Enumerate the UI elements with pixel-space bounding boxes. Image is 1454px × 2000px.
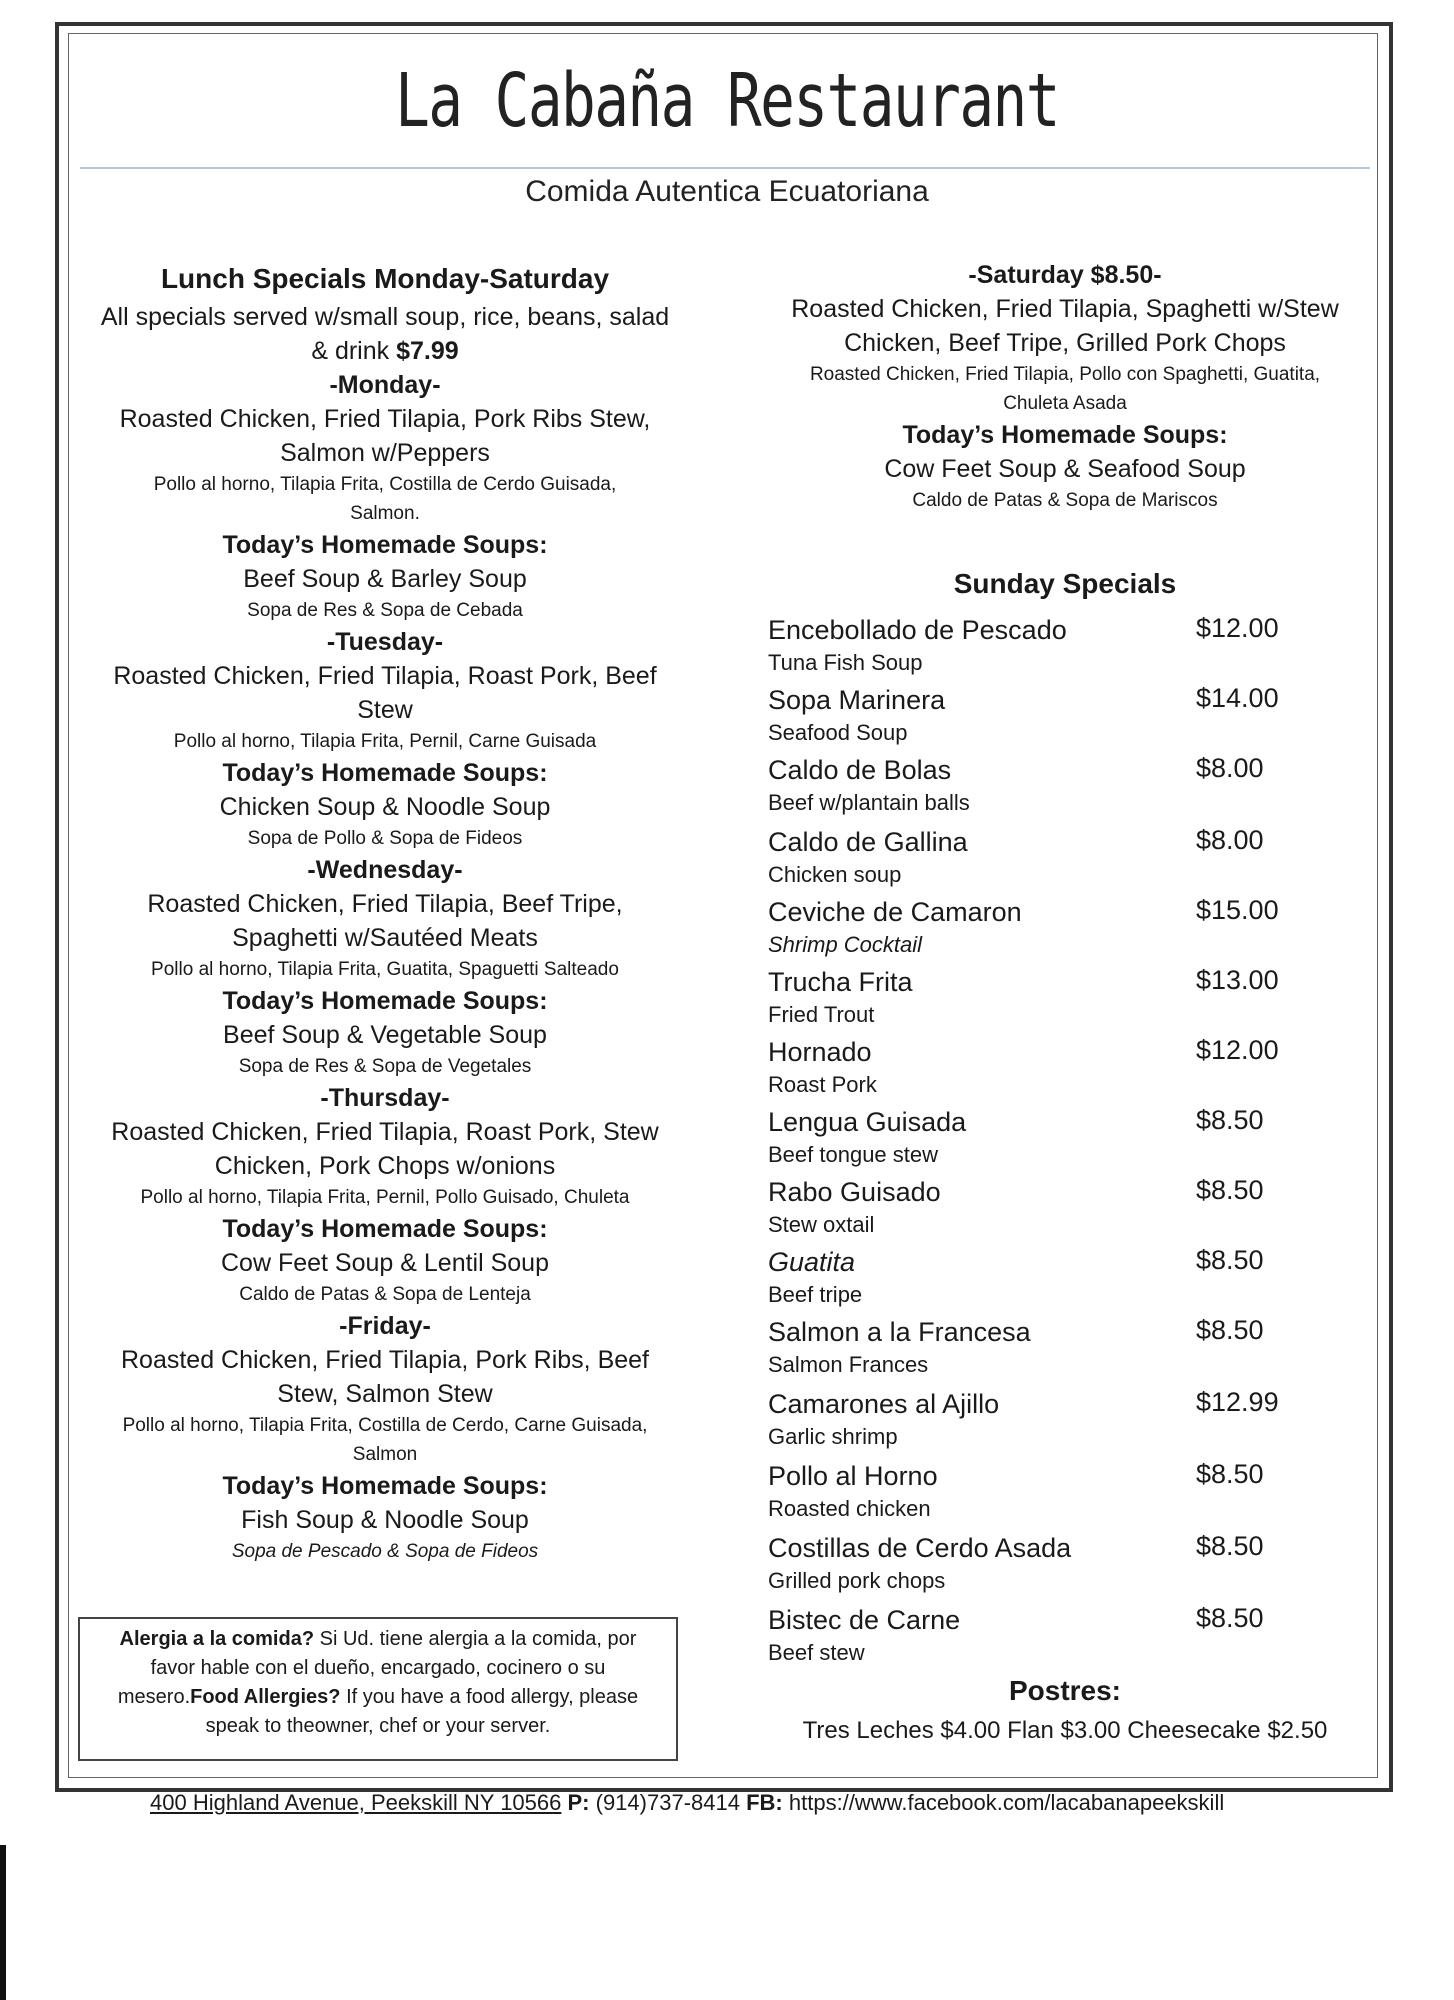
item-description: Tuna Fish Soup — [768, 650, 923, 675]
monday-items-es: Pollo al horno, Tilapia Frita, Costilla de Cerdo Guisada, — [153, 474, 617, 495]
postres-heading: Postres: — [1008, 1675, 1122, 1706]
facebook-link[interactable]: https://www.facebook.com/lacabanapeekskill — [788, 1790, 1225, 1815]
monday-items-line: Salmon w/Peppers — [280, 439, 490, 467]
lunch-specials-column — [85, 258, 685, 1566]
item-name: Bistec de Carne — [768, 1605, 961, 1635]
item-price: $15.00 — [1196, 895, 1279, 925]
soups-heading: Today’s Homemade Soups: — [222, 759, 548, 787]
lunch-heading: Lunch Specials Monday-Saturday — [160, 263, 610, 294]
item-description: Stew oxtail — [768, 1212, 875, 1237]
monday-soups-es: Sopa de Res & Sopa de Cebada — [247, 600, 523, 621]
day-heading-thursday: -Thursday- — [320, 1084, 450, 1112]
monday-items-line: Roasted Chicken, Fried Tilapia, Pork Ribs Stew, — [119, 405, 651, 433]
item-description: Beef stew — [768, 1640, 865, 1665]
friday-items-es: Pollo al horno, Tilapia Frita, Costilla de Cerdo, Carne Guisada, — [122, 1415, 648, 1436]
item-description: Beef tripe — [768, 1282, 863, 1307]
address-link[interactable]: 400 Highland Avenue, Peekskill NY 10566 — [150, 1790, 562, 1815]
item-description: Chicken soup — [768, 862, 902, 887]
wednesday-soups-es: Sopa de Res & Sopa de Vegetales — [238, 1056, 532, 1077]
thursday-items-line: Chicken, Pork Chops w/onions — [214, 1152, 556, 1180]
lunch-price: $7.99 — [396, 337, 459, 365]
saturday-items-line: Roasted Chicken, Fried Tilapia, Spaghetti w/Stew — [791, 295, 1339, 323]
tuesday-items-line: Stew — [357, 696, 413, 724]
menu-item — [768, 685, 1368, 755]
item-price: $8.50 — [1196, 1105, 1264, 1135]
item-price: $8.50 — [1196, 1245, 1264, 1275]
item-description: Seafood Soup — [768, 720, 908, 745]
item-price: $8.50 — [1196, 1315, 1264, 1345]
item-price: $8.00 — [1196, 825, 1264, 855]
title-divider — [80, 167, 1370, 169]
friday-items-line: Roasted Chicken, Fried Tilapia, Pork Ribs, Beef — [120, 1346, 649, 1374]
menu-item — [768, 1177, 1368, 1247]
item-description: Grilled pork chops — [768, 1568, 946, 1593]
item-name: Pollo al Horno — [768, 1461, 938, 1491]
menu-item — [768, 1389, 1368, 1459]
item-name: Guatita — [768, 1247, 856, 1277]
sunday-heading: Sunday Specials — [953, 568, 1177, 599]
thursday-soups-es: Caldo de Patas & Sopa de Lenteja — [239, 1284, 531, 1305]
item-description: Beef w/plantain balls — [768, 790, 970, 815]
friday-soups: Fish Soup & Noodle Soup — [241, 1506, 529, 1534]
restaurant-title: La Cabaña Restaurant — [395, 58, 1059, 144]
tuesday-soups-es: Sopa de Pollo & Sopa de Fideos — [247, 828, 523, 849]
item-name: Hornado — [768, 1037, 872, 1067]
soups-heading: Today’s Homemade Soups: — [902, 421, 1228, 449]
lunch-intro: All specials served w/small soup, rice, beans, salad — [100, 303, 670, 331]
friday-items-es: Salmon — [352, 1444, 418, 1465]
saturday-items-es: Chuleta Asada — [1003, 393, 1127, 414]
menu-item — [768, 1317, 1368, 1387]
item-name: Ceviche de Camaron — [768, 897, 1022, 927]
tuesday-soups: Chicken Soup & Noodle Soup — [219, 793, 551, 821]
scan-edge-shadow — [0, 1845, 6, 2000]
item-price: $14.00 — [1196, 683, 1279, 713]
item-description: Shrimp Cocktail — [768, 932, 923, 957]
thursday-items-es: Pollo al horno, Tilapia Frita, Pernil, Pollo Guisado, Chuleta — [140, 1187, 630, 1208]
day-heading-friday: -Friday- — [339, 1312, 431, 1340]
item-price: $8.50 — [1196, 1531, 1264, 1561]
menu-item — [768, 897, 1368, 967]
allergy-en-text: If you have a food allergy, please speak to theowner, chef or your server. — [205, 1686, 639, 1737]
allergy-notice — [78, 1617, 678, 1761]
menu-item — [768, 1533, 1368, 1603]
thursday-items-line: Roasted Chicken, Fried Tilapia, Roast Pork, Stew — [111, 1118, 659, 1146]
phone-label: P: — [567, 1790, 590, 1815]
wednesday-items-line: Roasted Chicken, Fried Tilapia, Beef Tripe, — [147, 890, 623, 918]
menu-item — [768, 827, 1368, 897]
item-name: Caldo de Gallina — [768, 827, 968, 857]
item-name: Caldo de Bolas — [768, 755, 952, 785]
saturday-soups: Cow Feet Soup & Seafood Soup — [884, 455, 1246, 483]
saturday-items-es: Roasted Chicken, Fried Tilapia, Pollo con Spaghetti, Guatita, — [809, 364, 1321, 385]
lunch-intro-price-line — [85, 334, 685, 368]
menu-item — [768, 1247, 1368, 1317]
saturday-section — [765, 258, 1365, 515]
day-heading-monday: -Monday- — [329, 371, 441, 399]
restaurant-subtitle: Comida Autentica Ecuatoriana — [525, 175, 929, 208]
item-price: $12.00 — [1196, 613, 1279, 643]
wednesday-soups: Beef Soup & Vegetable Soup — [223, 1021, 547, 1049]
item-name: Lengua Guisada — [768, 1107, 967, 1137]
menu-item — [768, 1107, 1368, 1177]
item-name: Sopa Marinera — [768, 685, 946, 715]
footer-contact — [150, 1790, 1400, 1816]
day-heading-wednesday: -Wednesday- — [307, 856, 463, 884]
item-price: $8.00 — [1196, 753, 1264, 783]
day-heading-tuesday: -Tuesday- — [326, 628, 444, 656]
item-description: Garlic shrimp — [768, 1424, 898, 1449]
soups-heading: Today’s Homemade Soups: — [222, 1215, 548, 1243]
item-name: Encebollado de Pescado — [768, 615, 1067, 645]
item-description: Roast Pork — [768, 1072, 877, 1097]
saturday-soups-es: Caldo de Patas & Sopa de Mariscos — [912, 490, 1218, 511]
allergy-es-text: Si Ud. tiene alergia a la comida, por favor hable con el dueño, encargado, cocinero o su mesero. — [117, 1628, 637, 1708]
item-price: $8.50 — [1196, 1459, 1264, 1489]
soups-heading: Today’s Homemade Soups: — [222, 987, 548, 1015]
item-name: Camarones al Ajillo — [768, 1389, 1000, 1419]
postres-items: Tres Leches $4.00 Flan $3.00 Cheesecake $2.50 — [802, 1717, 1328, 1744]
item-name: Trucha Frita — [768, 967, 913, 997]
menu-item — [768, 755, 1368, 825]
monday-soups: Beef Soup & Barley Soup — [243, 565, 527, 593]
item-name: Costillas de Cerdo Asada — [768, 1533, 1072, 1563]
soups-heading: Today’s Homemade Soups: — [222, 531, 548, 559]
wednesday-items-es: Pollo al horno, Tilapia Frita, Guatita, Spaguetti Salteado — [151, 959, 619, 980]
item-name: Salmon a la Francesa — [768, 1317, 1031, 1347]
allergy-en-heading: Food Allergies? — [190, 1686, 341, 1708]
item-description: Fried Trout — [768, 1002, 875, 1027]
monday-items-es: Salmon. — [350, 503, 420, 524]
phone-number[interactable]: (914)737-8414 — [595, 1790, 740, 1815]
item-name: Rabo Guisado — [768, 1177, 941, 1207]
facebook-label: FB: — [746, 1790, 783, 1815]
soups-heading: Today’s Homemade Soups: — [222, 1472, 548, 1500]
lunch-intro-prefix: & drink — [311, 337, 397, 365]
item-description: Beef tongue stew — [768, 1142, 939, 1167]
allergy-es-heading: Alergia a la comida? — [119, 1628, 315, 1650]
friday-items-line: Stew, Salmon Stew — [277, 1380, 493, 1408]
tuesday-items-es: Pollo al horno, Tilapia Frita, Pernil, Carne Guisada — [173, 731, 597, 752]
menu-item — [768, 1605, 1368, 1675]
menu-item — [768, 1461, 1368, 1531]
item-price: $8.50 — [1196, 1603, 1264, 1633]
item-description: Roasted chicken — [768, 1496, 931, 1521]
wednesday-items-line: Spaghetti w/Sautéed Meats — [232, 924, 538, 952]
saturday-items-line: Chicken, Beef Tripe, Grilled Pork Chops — [844, 329, 1286, 357]
thursday-soups: Cow Feet Soup & Lentil Soup — [221, 1249, 549, 1277]
item-description: Salmon Frances — [768, 1352, 929, 1377]
tuesday-items-line: Roasted Chicken, Fried Tilapia, Roast Pork, Beef — [113, 662, 657, 690]
item-price: $12.99 — [1196, 1387, 1279, 1417]
day-heading-saturday: -Saturday $8.50- — [968, 261, 1162, 289]
menu-item — [768, 1037, 1368, 1107]
item-price: $8.50 — [1196, 1175, 1264, 1205]
menu-item — [768, 615, 1368, 685]
item-price: $12.00 — [1196, 1035, 1279, 1065]
friday-soups-es: Sopa de Pescado & Sopa de Fideos — [231, 1541, 539, 1562]
menu-item — [768, 967, 1368, 1037]
item-price: $13.00 — [1196, 965, 1279, 995]
